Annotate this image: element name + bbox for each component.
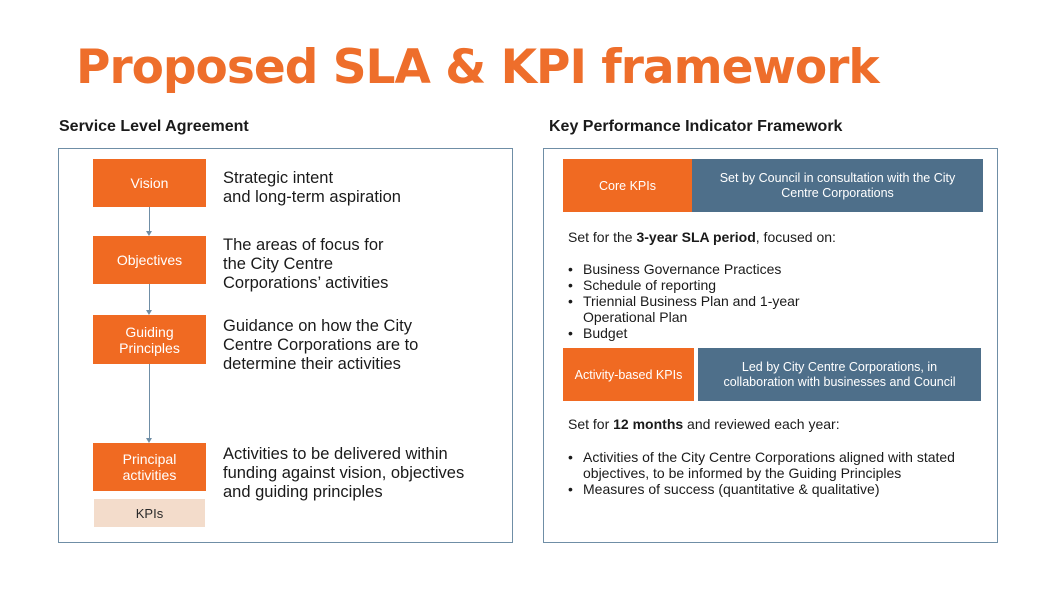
connector-line bbox=[149, 207, 150, 231]
principal-activities-description: Activities to be delivered within funding against vision, objectives and guiding principles bbox=[223, 445, 465, 501]
objectives-label: Objectives bbox=[116, 252, 183, 268]
list-item: • Measures of success (quantitative & qualitative) bbox=[566, 481, 981, 497]
list-item: • Budget bbox=[566, 325, 826, 341]
list-item: • Business Governance Practices bbox=[566, 261, 826, 277]
core-kpis-intro bbox=[568, 229, 836, 245]
kpi-heading: Key Performance Indicator Framework bbox=[549, 118, 843, 135]
kpis-label: KPIs bbox=[135, 505, 164, 521]
activity-kpis-note-text: Led by City Centre Corporations, in collaboration with businesses and Council bbox=[723, 359, 956, 389]
objectives-description: The areas of focus for the City Centre Corporations’ activities bbox=[223, 236, 389, 292]
guiding-principles-description: Guidance on how the City Centre Corporations are to determine their activities bbox=[223, 317, 419, 373]
activity-kpis-box bbox=[563, 348, 694, 401]
intro-text: and reviewed each year: bbox=[683, 416, 840, 432]
vision-box bbox=[93, 159, 206, 207]
list-item: • Activities of the City Centre Corporations aligned with stated objectives, to be informed by the Guiding Principles bbox=[566, 449, 981, 481]
intro-emphasis: 3-year SLA period bbox=[636, 229, 756, 245]
list-item: • Triennial Business Plan and 1-year Operational Plan bbox=[566, 293, 826, 325]
intro-emphasis: 12 months bbox=[613, 416, 684, 432]
core-kpis-box bbox=[563, 159, 692, 212]
intro-text: Set for bbox=[568, 416, 614, 432]
intro-text: Set for the bbox=[568, 229, 637, 245]
activity-kpis-list bbox=[566, 449, 981, 497]
principal-activities-box bbox=[93, 443, 206, 491]
page-title: Proposed SLA & KPI framework bbox=[76, 40, 879, 95]
connector-line bbox=[149, 284, 150, 310]
guiding-principles-box bbox=[93, 315, 206, 364]
core-kpis-list bbox=[566, 261, 826, 341]
list-item: • Schedule of reporting bbox=[566, 277, 826, 293]
vision-label: Vision bbox=[130, 175, 169, 191]
objectives-box bbox=[93, 236, 206, 284]
core-kpis-note-text: Set by Council in consultation with the City Centre Corporations bbox=[719, 170, 956, 200]
activity-kpis-label: Activity-based KPIs bbox=[574, 367, 683, 382]
activity-kpis-intro bbox=[568, 416, 840, 432]
guiding-principles-label: Guiding Principles bbox=[119, 323, 180, 356]
activity-kpis-note bbox=[698, 348, 981, 401]
sla-heading: Service Level Agreement bbox=[59, 118, 249, 135]
core-kpis-note bbox=[692, 159, 983, 212]
principal-activities-label: Principal activities bbox=[122, 451, 177, 483]
core-kpis-label: Core KPIs bbox=[599, 178, 656, 193]
vision-description: Strategic intent and long-term aspiration bbox=[223, 169, 401, 206]
kpis-box bbox=[94, 499, 205, 527]
intro-text: , focused on: bbox=[755, 229, 836, 245]
connector-line bbox=[149, 364, 150, 438]
